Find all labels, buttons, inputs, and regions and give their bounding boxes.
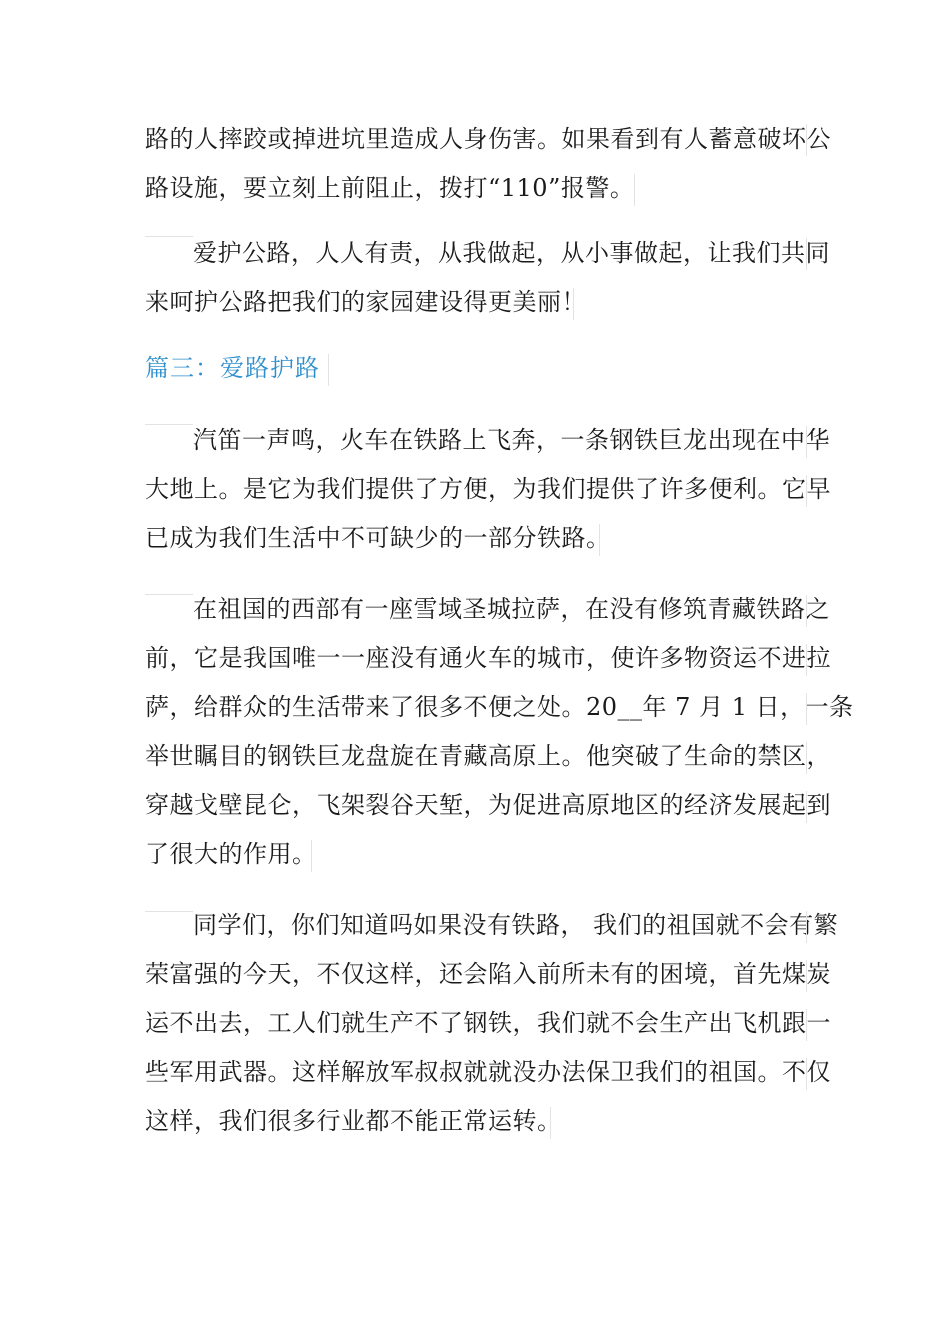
paragraph-line: 了很大的作用。 — [145, 840, 317, 868]
indent-guide — [145, 236, 193, 237]
indent-guide — [145, 424, 193, 425]
paragraph-line: 前，它是我国唯一一座没有通火车的城市，使许多物资运不进拉 — [145, 644, 831, 672]
text-guide — [806, 911, 807, 943]
paragraph-line: 萨，给群众的生活带来了很多不便之处。20__年 7 月 1 日，一条 — [145, 693, 854, 721]
text-guide — [806, 1058, 807, 1090]
text-guide — [806, 595, 807, 627]
paragraph-line: 穿越戈壁昆仑，飞架裂谷天堑，为促进高原地区的经济发展起到 — [145, 791, 831, 819]
paragraph-line: 运不出去，工人们就生产不了钢铁，我们就不会生产出飞机跟一 — [145, 1009, 831, 1037]
text-guide — [806, 791, 807, 823]
paragraph-line: 大地上。是它为我们提供了方便，为我们提供了许多便利。它早 — [145, 475, 831, 503]
text-guide — [328, 354, 329, 386]
text-guide — [806, 238, 807, 270]
text-guide — [573, 288, 574, 320]
paragraph-line: 举世瞩目的钢铁巨龙盘旋在青藏高原上。他突破了生命的禁区， — [145, 742, 831, 770]
text-guide — [806, 124, 807, 156]
indent-guide — [145, 594, 193, 595]
paragraph-line: 在祖国的西部有一座雪域圣城拉萨，在没有修筑青藏铁路之 — [193, 595, 830, 623]
indent-guide — [145, 911, 193, 912]
paragraph-line: 同学们，你们知道吗如果没有铁路， 我们的祖国就不会有繁 — [193, 911, 839, 939]
paragraph-line: 荣富强的今天，不仅这样，还会陷入前所未有的困境，首先煤炭 — [145, 960, 831, 988]
text-guide — [806, 475, 807, 507]
text-guide — [806, 644, 807, 676]
text-guide — [599, 524, 600, 556]
paragraph-line: 路的人摔跤或掉进坑里造成人身伤害。如果看到有人蓄意破坏公 — [145, 125, 831, 153]
paragraph-line: 爱护公路，人人有责，从我做起，从小事做起，让我们共同 — [193, 239, 830, 267]
text-guide — [806, 960, 807, 992]
text-guide — [806, 742, 807, 774]
text-guide — [550, 1107, 551, 1139]
paragraph-line: 路设施，要立刻上前阻止，拨打“110”报警。 — [145, 174, 635, 202]
paragraph-line: 汽笛一声鸣，火车在铁路上飞奔，一条钢铁巨龙出现在中华 — [193, 426, 830, 454]
text-guide — [806, 426, 807, 458]
text-guide — [806, 1009, 807, 1041]
text-guide — [634, 174, 635, 206]
section-heading: 篇三：爱路护路 — [145, 354, 320, 382]
text-guide — [806, 693, 807, 725]
text-guide — [311, 840, 312, 872]
paragraph-line: 已成为我们生活中不可缺少的一部分铁路。 — [145, 524, 611, 552]
paragraph-line: 些军用武器。这样解放军叔叔就就没办法保卫我们的祖国。不仅 — [145, 1058, 831, 1086]
paragraph-line: 来呵护公路把我们的家园建设得更美丽！ — [145, 288, 586, 316]
paragraph-line: 这样，我们很多行业都不能正常运转。 — [145, 1107, 562, 1135]
